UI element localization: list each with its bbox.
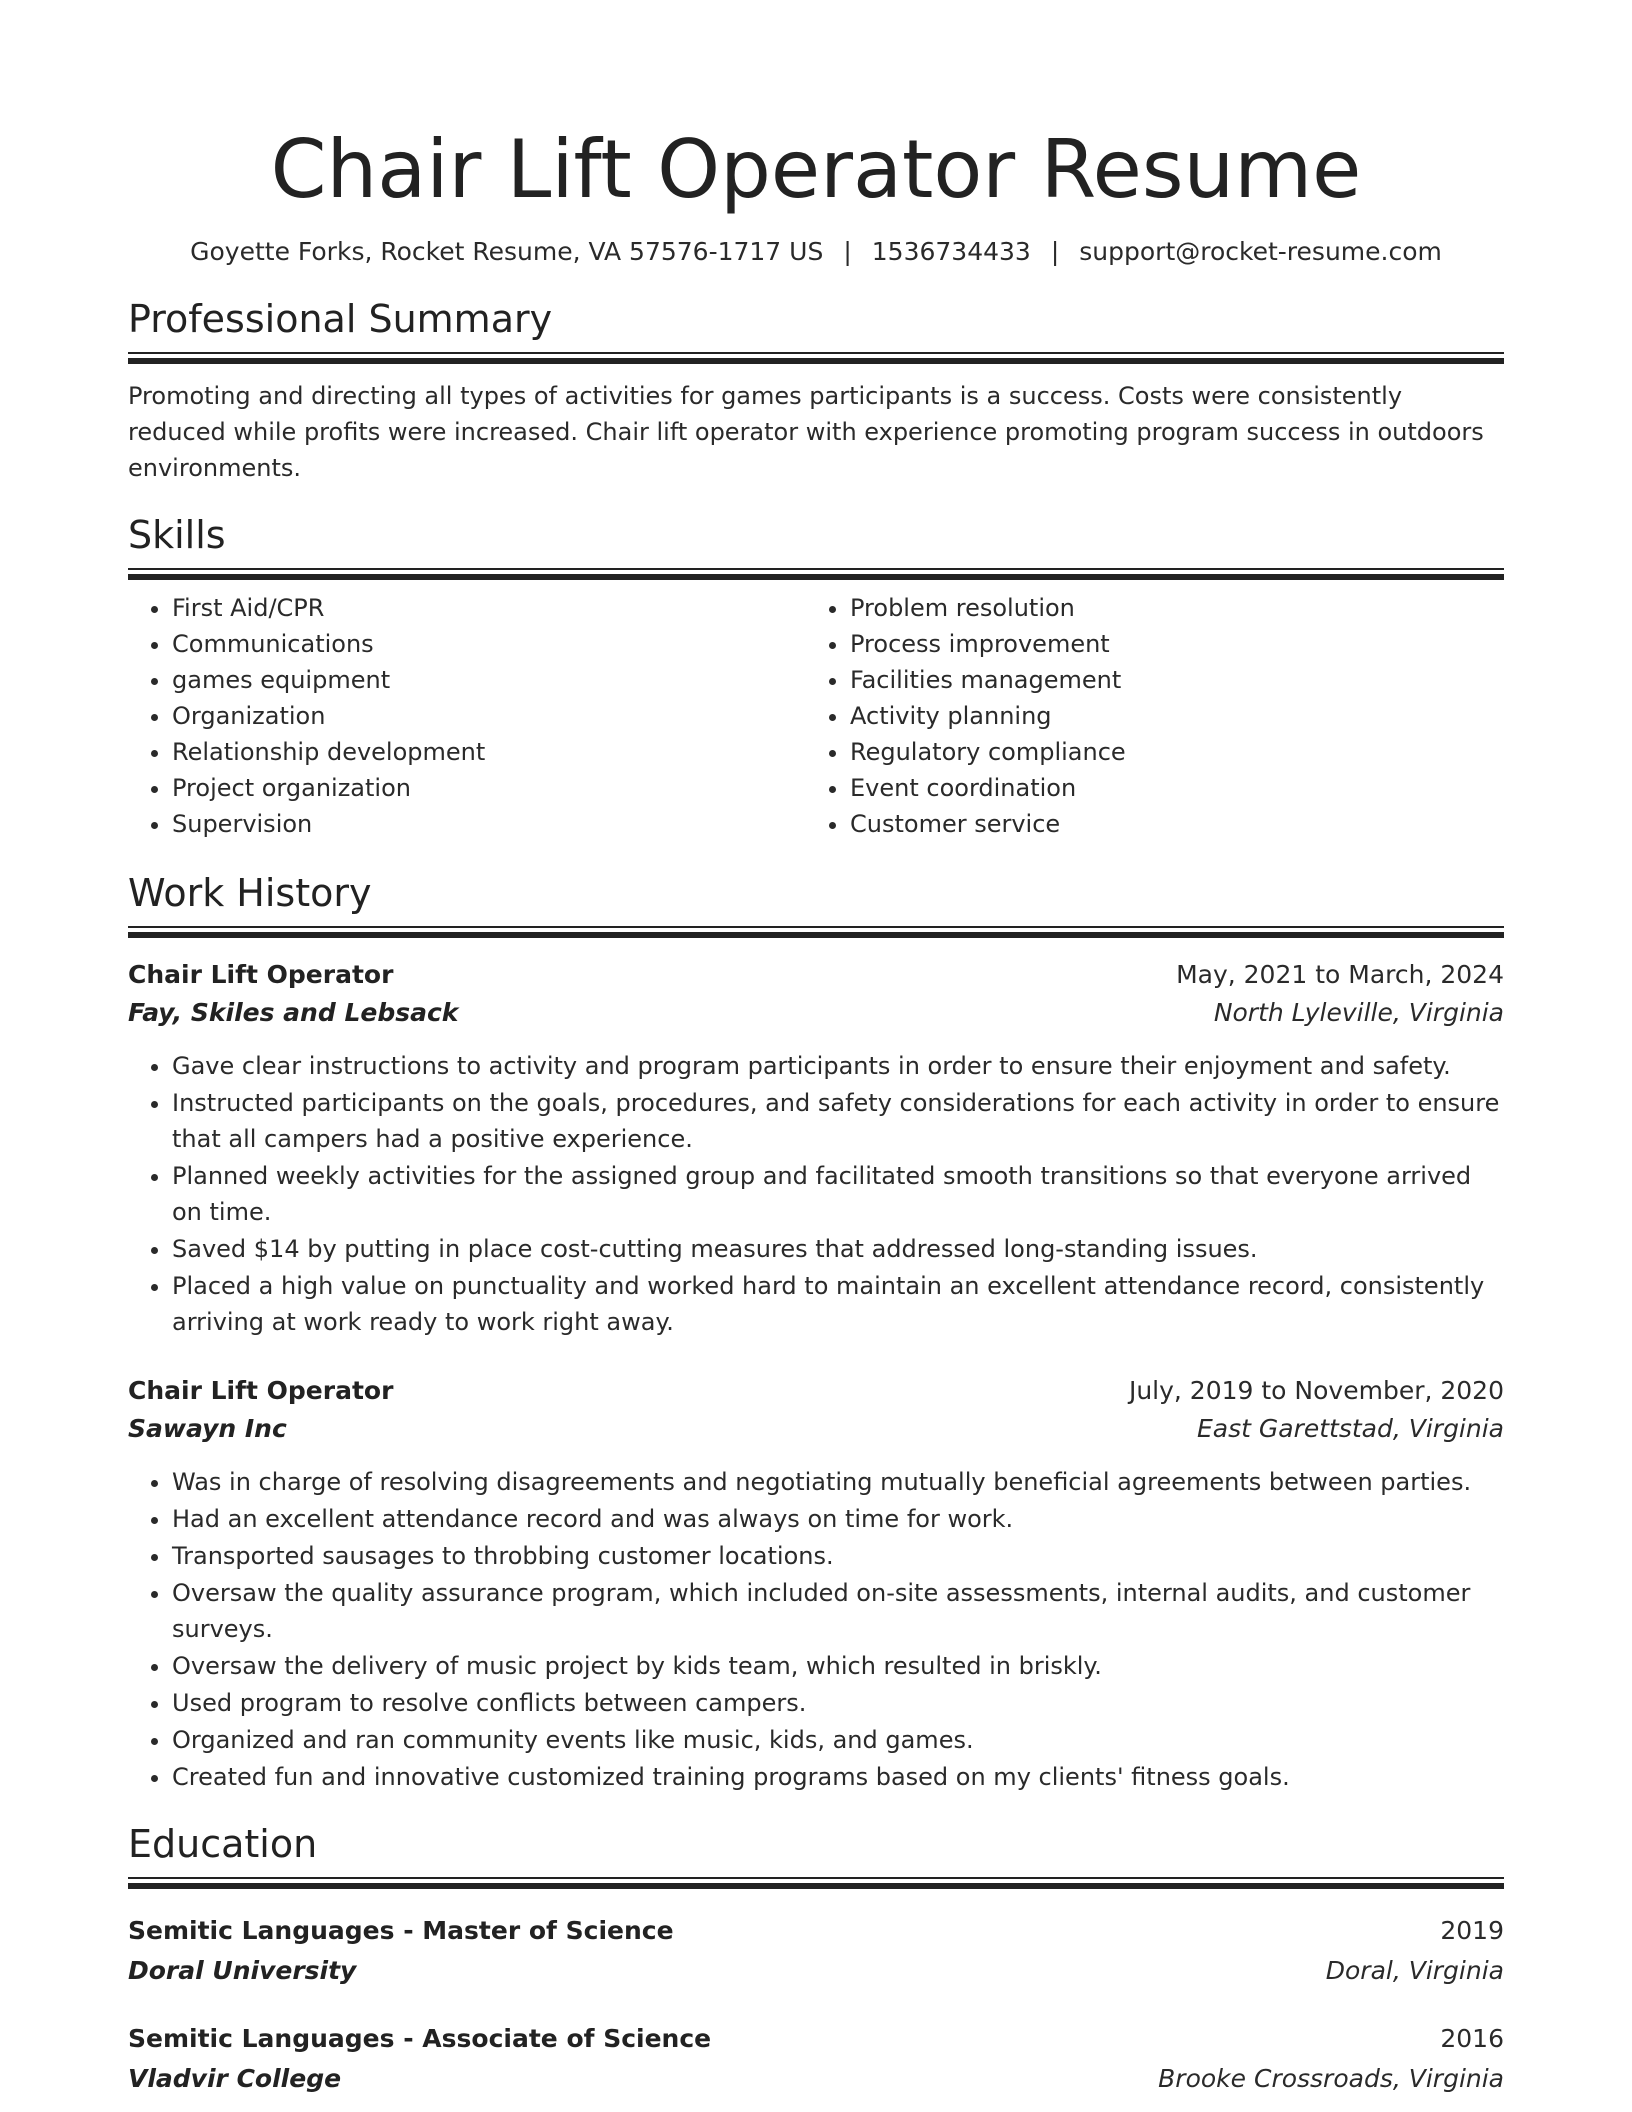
skill-item: • First Aid/CPR bbox=[172, 590, 806, 626]
job-bullet: • Planned weekly activities for the assigned group and facilitated smooth transitions so that everyone arrived on time. bbox=[172, 1158, 1504, 1230]
job-bullet: • Used program to resolve conflicts between campers. bbox=[172, 1685, 1504, 1721]
education-subheader bbox=[128, 2059, 1504, 2099]
skill-item: • games equipment bbox=[172, 662, 806, 698]
education-school: Doral University bbox=[128, 1956, 357, 1985]
skill-item: • Supervision bbox=[172, 806, 806, 842]
skill-item: • Process improvement bbox=[850, 626, 1484, 662]
job-entry bbox=[128, 956, 1504, 1340]
section-divider bbox=[128, 926, 1504, 938]
summary-text: Promoting and directing all types of activities for games participants is a success. Costs were consistently reduced while profits were increased. Chair lift operator with experience promoting program success in outdoors environments. bbox=[128, 382, 1484, 482]
job-bullet: • Gave clear instructions to activity and program participants in order to ensure their enjoyment and safety. bbox=[172, 1048, 1504, 1084]
education-entry bbox=[128, 2019, 1504, 2099]
contact-separator: | bbox=[843, 237, 852, 266]
education-year: 2016 bbox=[1440, 2024, 1504, 2053]
skill-item: • Relationship development bbox=[172, 734, 806, 770]
job-title: Chair Lift Operator bbox=[128, 1376, 394, 1405]
job-bullet: • Had an excellent attendance record and was always on time for work. bbox=[172, 1501, 1504, 1537]
skill-item: • Facilities management bbox=[850, 662, 1484, 698]
job-bullet: • Organized and ran community events like music, kids, and games. bbox=[172, 1722, 1504, 1758]
section-divider bbox=[128, 1877, 1504, 1889]
section-divider bbox=[128, 568, 1504, 580]
job-bullet: • Transported sausages to throbbing customer locations. bbox=[172, 1538, 1504, 1574]
job-header bbox=[128, 1372, 1504, 1410]
job-bullet: • Created fun and innovative customized training programs based on my clients' fitness goals. bbox=[172, 1759, 1504, 1795]
resume-page bbox=[128, 0, 1504, 2099]
job-bullets bbox=[128, 1464, 1504, 1795]
job-bullet: • Oversaw the quality assurance program, which included on-site assessments, internal audits, and customer surveys. bbox=[172, 1575, 1504, 1647]
education-school: Vladvir College bbox=[128, 2064, 342, 2093]
contact-phone: 1536734433 bbox=[871, 237, 1031, 266]
contact-email: support@rocket-resume.com bbox=[1079, 237, 1442, 266]
skill-item: • Customer service bbox=[850, 806, 1484, 842]
job-location: East Garettstad, Virginia bbox=[1196, 1414, 1504, 1443]
skills-columns bbox=[128, 590, 1504, 842]
job-company: Sawayn Inc bbox=[128, 1414, 287, 1443]
job-header bbox=[128, 956, 1504, 994]
skill-item: • Activity planning bbox=[850, 698, 1484, 734]
section-heading-skills: Skills bbox=[128, 513, 226, 557]
contact-line bbox=[128, 236, 1504, 268]
education-entry bbox=[128, 1911, 1504, 1991]
job-company: Fay, Skiles and Lebsack bbox=[128, 998, 459, 1027]
resume-title: Chair Lift Operator Resume bbox=[270, 123, 1362, 216]
education-location: Doral, Virginia bbox=[1325, 1956, 1504, 1985]
education-year: 2019 bbox=[1440, 1916, 1504, 1945]
contact-separator: | bbox=[1050, 237, 1060, 266]
education-subheader bbox=[128, 1951, 1504, 1991]
skill-item: • Project organization bbox=[172, 770, 806, 806]
skills-list-left bbox=[128, 590, 806, 842]
skill-item: • Problem resolution bbox=[850, 590, 1484, 626]
job-bullet: • Oversaw the delivery of music project by kids team, which resulted in briskly. bbox=[172, 1648, 1504, 1684]
education-degree: Semitic Languages - Associate of Science bbox=[128, 2024, 712, 2053]
section-heading-work: Work History bbox=[128, 871, 372, 915]
contact-address: Goyette Forks, Rocket Resume, VA 57576-1717 US bbox=[190, 237, 824, 266]
skill-item: • Organization bbox=[172, 698, 806, 734]
education-degree: Semitic Languages - Master of Science bbox=[128, 1916, 674, 1945]
education-header bbox=[128, 1911, 1504, 1951]
section-heading-education: Education bbox=[128, 1822, 318, 1866]
job-bullet: • Saved $14 by putting in place cost-cutting measures that addressed long-standing issues. bbox=[172, 1231, 1504, 1267]
job-entry bbox=[128, 1372, 1504, 1795]
job-location: North Lyleville, Virginia bbox=[1213, 998, 1504, 1027]
job-subheader bbox=[128, 1410, 1504, 1448]
skill-item: • Communications bbox=[172, 626, 806, 662]
job-bullet: • Placed a high value on punctuality and worked hard to maintain an excellent attendance record, consistently arriving at work ready to work right away. bbox=[172, 1268, 1504, 1340]
job-title: Chair Lift Operator bbox=[128, 960, 394, 989]
section-divider bbox=[128, 352, 1504, 364]
job-dates: May, 2021 to March, 2024 bbox=[1176, 960, 1504, 989]
skill-item: • Regulatory compliance bbox=[850, 734, 1484, 770]
job-bullet: • Was in charge of resolving disagreements and negotiating mutually beneficial agreements between parties. bbox=[172, 1464, 1504, 1500]
skill-item: • Event coordination bbox=[850, 770, 1484, 806]
job-bullet: • Instructed participants on the goals, procedures, and safety considerations for each activity in order to ensure that all campers had a positive experience. bbox=[172, 1085, 1504, 1157]
section-heading-summary: Professional Summary bbox=[128, 297, 553, 341]
job-subheader bbox=[128, 994, 1504, 1032]
education-header bbox=[128, 2019, 1504, 2059]
education-location: Brooke Crossroads, Virginia bbox=[1158, 2064, 1504, 2093]
skills-list-right bbox=[806, 590, 1484, 842]
job-bullets bbox=[128, 1048, 1504, 1340]
job-dates: July, 2019 to November, 2020 bbox=[1128, 1376, 1504, 1405]
